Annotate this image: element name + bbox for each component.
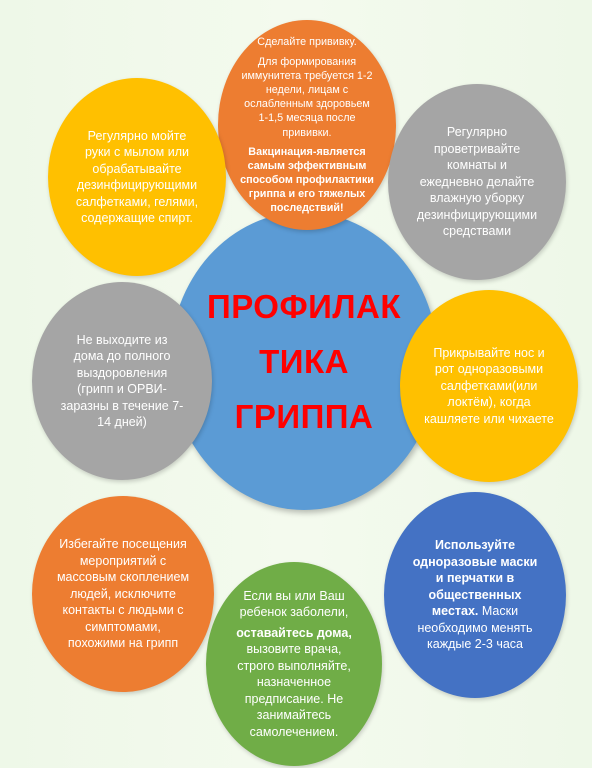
avoid-crowds-text: Избегайте посещения мероприятий с массовым скоплением людей, исключите контакты с людьми с симптомами, похожими на грипп	[56, 537, 190, 651]
if-sick-rest: вызовите врача, строго выполняйте, назначенное предписание. Не занимайтесь самолечением.	[237, 642, 351, 739]
avoid-crowds-circle	[32, 496, 214, 692]
cover-nose-circle	[400, 290, 578, 482]
vaccination-intro: Сделайте прививку.	[257, 36, 357, 49]
vaccination-bold: Вакцинация-является самым эффективным способом профилактики гриппа и его тяжелых последствий!	[240, 145, 374, 214]
if-sick-circle	[206, 562, 382, 766]
masks-normal: Маски необходимо менять каждые 2-3 часа	[417, 604, 533, 652]
ventilate-text: Регулярно проветривайте комнаты и ежедневно делайте влажную уборку дезинфицирующими средствами	[416, 125, 538, 239]
ventilate-circle	[388, 84, 566, 280]
vaccination-body: Для формирования иммунитета требуется 1-2 недели, лицам с ослабленным здоровьем 1-1,5 месяца после прививки.	[241, 56, 373, 139]
masks-bold: Используйте одноразовые маски и перчатки в общественных местах.	[412, 538, 538, 619]
title-line-3: ГРИППА	[234, 397, 374, 435]
if-sick-body	[228, 625, 360, 741]
stay-home-text: Не выходите из дома до полного выздоровления (грипп и ОРВИ- заразны в течение 7-14 дней)	[60, 332, 184, 429]
cover-nose-text: Прикрывайте нос и рот одноразовыми салфетками(или локтём), когда кашляете или чихаете	[424, 345, 554, 426]
if-sick-bold: оставайтесь дома,	[236, 625, 352, 640]
if-sick-intro: Если вы или Ваш ребенок заболели,	[239, 588, 349, 620]
wash-hands-text: Регулярно мойте руки с мылом или обрабатывайте дезинфицирующими салфетками, гелями, содержащие спирт.	[75, 128, 199, 225]
wash-hands-circle	[48, 78, 226, 276]
title-line-2: ТИКА	[259, 342, 349, 380]
masks-text	[408, 537, 542, 653]
stay-home-circle	[32, 282, 212, 480]
vaccination-circle	[218, 20, 396, 230]
title-line-1: ПРОФИЛАК	[207, 287, 401, 325]
masks-circle	[384, 492, 566, 698]
